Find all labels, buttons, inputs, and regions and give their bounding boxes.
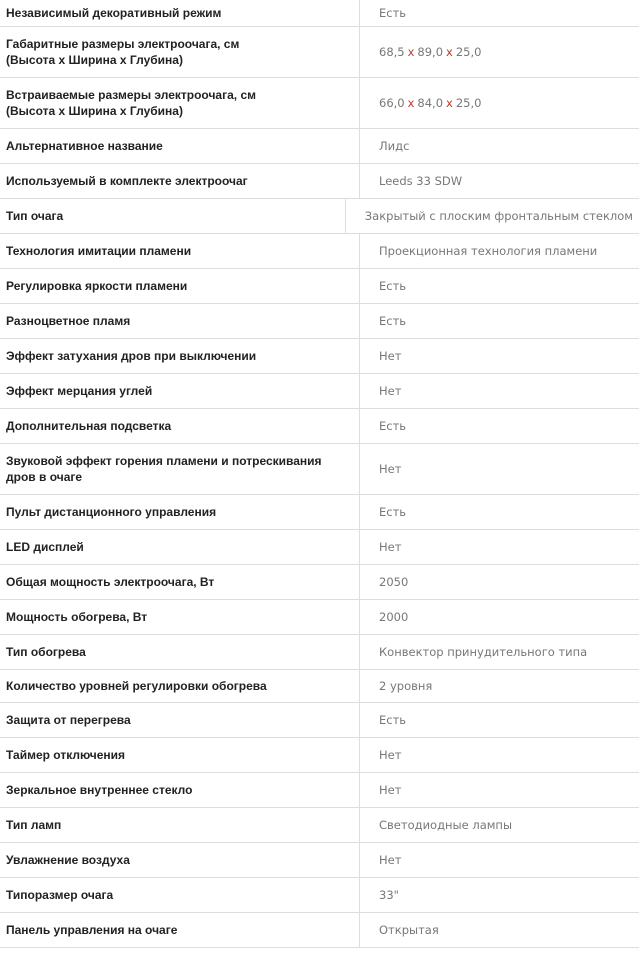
spec-label: Пульт дистанционного управления: [0, 495, 360, 529]
spec-value: Нет: [379, 462, 402, 476]
spec-value: 2050: [379, 575, 409, 589]
spec-label: Панель управления на очаге: [0, 913, 360, 947]
spec-value: Нет: [379, 349, 402, 363]
spec-label: Общая мощность электроочага, Вт: [0, 565, 360, 599]
spec-row: [0, 808, 639, 843]
spec-label: Габаритные размеры электроочага, см (Высота х Ширина х Глубина): [0, 27, 360, 77]
dimension-separator: х: [407, 96, 415, 110]
spec-label: Тип обогрева: [0, 635, 360, 669]
spec-label: Звуковой эффект горения пламени и потрескивания дров в очаге: [0, 444, 360, 494]
spec-value: Нет: [379, 384, 402, 398]
spec-value: Нет: [379, 783, 402, 797]
spec-row: [0, 339, 639, 374]
spec-row: [0, 409, 639, 444]
spec-label: Количество уровней регулировки обогрева: [0, 670, 360, 702]
spec-label: Таймер отключения: [0, 738, 360, 772]
spec-label: Встраиваемые размеры электроочага, см (Высота х Ширина х Глубина): [0, 78, 360, 128]
spec-value: Лидс: [379, 139, 410, 153]
spec-value: Нет: [379, 540, 402, 554]
spec-value: Есть: [379, 713, 407, 727]
spec-row: [0, 773, 639, 808]
spec-label: Используемый в комплекте электроочаг: [0, 164, 360, 198]
spec-label: Мощность обогрева, Вт: [0, 600, 360, 634]
spec-value: [360, 78, 639, 128]
spec-row: [0, 78, 639, 129]
spec-label: Тип очага: [0, 199, 346, 233]
spec-label: Типоразмер очага: [0, 878, 360, 912]
spec-row: [0, 444, 639, 495]
spec-label: Регулировка яркости пламени: [0, 269, 360, 303]
spec-row: [0, 0, 639, 27]
spec-row: [0, 495, 639, 530]
spec-value: [360, 27, 639, 77]
spec-row: [0, 565, 639, 600]
spec-value: Есть: [379, 419, 407, 433]
spec-value: Есть: [379, 505, 407, 519]
spec-value: Светодиодные лампы: [379, 818, 513, 832]
spec-value: Есть: [379, 279, 407, 293]
spec-row: [0, 600, 639, 635]
spec-row: [0, 164, 639, 199]
dimension-value: 66,0: [379, 96, 405, 110]
spec-row: [0, 635, 639, 670]
spec-row: [0, 129, 639, 164]
spec-label: Альтернативное название: [0, 129, 360, 163]
spec-row: [0, 670, 639, 703]
spec-row: [0, 304, 639, 339]
spec-label: Увлажнение воздуха: [0, 843, 360, 877]
spec-row: [0, 199, 639, 234]
dimension-separator: х: [407, 45, 415, 59]
spec-row: [0, 530, 639, 565]
spec-label: Эффект затухания дров при выключении: [0, 339, 360, 373]
spec-label: Разноцветное пламя: [0, 304, 360, 338]
spec-row: [0, 269, 639, 304]
spec-value: Есть: [379, 314, 407, 328]
spec-label: Технология имитации пламени: [0, 234, 360, 268]
spec-label: Тип ламп: [0, 808, 360, 842]
spec-label: Дополнительная подсветка: [0, 409, 360, 443]
spec-label: Эффект мерцания углей: [0, 374, 360, 408]
spec-row: [0, 843, 639, 878]
dimension-value: 89,0: [417, 45, 444, 59]
spec-row: [0, 374, 639, 409]
spec-row: [0, 878, 639, 913]
spec-row: [0, 234, 639, 269]
spec-value: Нет: [379, 853, 402, 867]
dimension-value: 25,0: [455, 45, 482, 59]
spec-value: Есть: [379, 6, 407, 20]
spec-label: LED дисплей: [0, 530, 360, 564]
spec-value: Открытая: [379, 923, 439, 937]
spec-row: [0, 703, 639, 738]
spec-value: 2 уровня: [379, 679, 433, 693]
spec-value: Leeds 33 SDW: [379, 174, 463, 188]
dimension-value: 25,0: [455, 96, 482, 110]
dimension-separator: х: [446, 96, 453, 110]
dimension-value: 68,5: [379, 45, 405, 59]
spec-value: Нет: [379, 748, 402, 762]
spec-row: [0, 27, 639, 78]
spec-value: 33": [379, 888, 399, 902]
dimension-separator: х: [446, 45, 453, 59]
spec-value: Конвектор принудительного типа: [379, 645, 588, 659]
spec-label: Защита от перегрева: [0, 703, 360, 737]
spec-label: Зеркальное внутреннее стекло: [0, 773, 360, 807]
dimension-value: 84,0: [417, 96, 444, 110]
spec-row: [0, 738, 639, 773]
spec-value: Проекционная технология пламени: [379, 244, 598, 258]
spec-value: Закрытый с плоским фронтальным стеклом: [364, 209, 633, 223]
spec-value: 2000: [379, 610, 409, 624]
spec-label: Независимый декоративный режим: [0, 0, 360, 26]
spec-row: [0, 913, 639, 948]
